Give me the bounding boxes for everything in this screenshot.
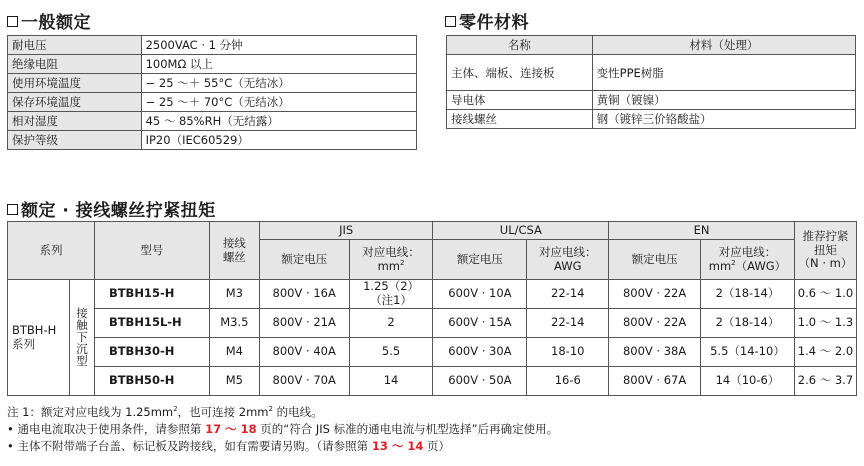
torque-section-title	[7, 196, 216, 221]
checkbox-square-icon	[7, 16, 18, 27]
material-name: 接线螺丝	[447, 110, 593, 129]
rating-label: 保护等级	[8, 131, 142, 150]
col-header-series: 系列	[8, 222, 95, 280]
ul-voltage-cell: 600V · 15A	[433, 309, 527, 338]
note-1	[7, 404, 857, 421]
table-header-row	[447, 36, 856, 55]
col-header-jis-wire	[349, 240, 433, 280]
screw-cell: M4	[209, 338, 259, 367]
wire-prefix-text: 对应电线：	[539, 244, 597, 259]
rating-label: 使用环境温度	[8, 74, 142, 93]
torque-header-text: 推荐拧紧扭矩	[802, 228, 849, 257]
ul-wire-cell: 16-6	[527, 367, 609, 396]
screw-cell: M3	[209, 280, 259, 309]
superscript-2: 2	[268, 405, 273, 414]
torque-title-text: 额定 · 接线螺丝拧紧扭矩	[21, 201, 216, 221]
torque-cell: 1.4 ～ 2.0	[794, 338, 856, 367]
col-header-torque	[794, 222, 856, 280]
rating-value: IP20（IEC60529）	[141, 131, 416, 150]
en-voltage-cell: 800V · 38A	[609, 338, 701, 367]
screw-cell: M5	[209, 367, 259, 396]
col-header-en: EN	[609, 222, 795, 240]
col-header-ul-wire	[527, 240, 609, 280]
rating-label: 保存环境温度	[8, 93, 142, 112]
series-cell	[8, 280, 70, 396]
superscript-2: 2	[400, 258, 405, 267]
torque-cell: 1.0 ～ 1.3	[794, 309, 856, 338]
jis-voltage-cell: 800V · 40A	[259, 338, 349, 367]
col-header-model: 型号	[94, 222, 209, 280]
page-reference-link[interactable]: 17 ～ 18	[205, 422, 257, 436]
wire-unit-suffix: （AWG）	[735, 258, 787, 273]
table-row	[8, 280, 857, 309]
table-row	[447, 91, 856, 110]
table-row	[8, 93, 417, 112]
note-2	[7, 421, 857, 438]
material-value: 黄铜（镀镍）	[592, 91, 855, 110]
jis-wire-text: 1.25（2）	[363, 279, 420, 294]
materials-section-title	[445, 8, 529, 33]
checkbox-square-icon	[445, 16, 456, 27]
ul-voltage-cell: 600V · 50A	[433, 367, 527, 396]
en-wire-cell: 5.5（14-10）	[701, 338, 795, 367]
ul-voltage-cell: 600V · 10A	[433, 280, 527, 309]
superscript-2: 2	[173, 405, 178, 414]
table-row	[447, 55, 856, 91]
table-row	[8, 309, 857, 338]
material-value: 钢（镀锌三价铬酸盐）	[592, 110, 855, 129]
series-name-text: BTBH-H 系列	[12, 322, 57, 351]
materials-table	[446, 35, 856, 129]
material-name: 主体、端板、连接板	[447, 55, 593, 91]
jis-wire-cell: 14	[349, 367, 433, 396]
ratings-table	[7, 35, 417, 150]
ratings-title-text: 一般额定	[21, 13, 91, 33]
jis-voltage-cell: 800V · 70A	[259, 367, 349, 396]
table-header-row	[8, 222, 857, 240]
jis-wire-cell: 5.5	[349, 338, 433, 367]
torque-cell: 0.6 ～ 1.0	[794, 280, 856, 309]
table-row	[8, 112, 417, 131]
superscript-2: 2	[731, 258, 736, 267]
subtype-text: 接触下沉型	[76, 305, 88, 368]
wire-prefix-text: 对应电线：	[718, 244, 777, 259]
jis-wire-cell	[349, 280, 433, 309]
jis-wire-cell: 2	[349, 309, 433, 338]
rating-value: − 25 ～＋ 70°C（无结冰）	[141, 93, 416, 112]
wire-unit-text: mm	[708, 258, 732, 273]
table-row	[8, 367, 857, 396]
materials-title-text: 零件材料	[459, 13, 529, 33]
wire-prefix-text: 对应电线：	[362, 244, 420, 259]
jis-voltage-cell: 800V · 16A	[259, 280, 349, 309]
rating-value: 45 ～ 85%RH（无结露）	[141, 112, 416, 131]
col-header-screw	[209, 222, 259, 280]
note-text: • 主体不附带端子台盖、标记板及跨接线，如有需要请另购。（请参照第	[7, 439, 372, 453]
en-wire-cell: 14（10-6）	[701, 367, 795, 396]
material-value: 变性PPE树脂	[592, 55, 855, 91]
col-header-name: 名称	[447, 36, 593, 55]
rating-label: 相对湿度	[8, 112, 142, 131]
jis-voltage-cell: 800V · 21A	[259, 309, 349, 338]
model-cell: BTBH50-H	[94, 367, 209, 396]
col-header-material: 材料（处理）	[592, 36, 855, 55]
note-text: 的电线。	[272, 405, 323, 419]
col-header-en-wire	[701, 240, 795, 280]
en-wire-cell: 2（18-14）	[701, 280, 795, 309]
note-text: 注 1：额定对应电线为 1.25mm	[7, 405, 174, 419]
rating-value: − 25 ～＋ 55°C（无结冰）	[141, 74, 416, 93]
ratings-section-title	[7, 8, 91, 33]
checkbox-square-icon	[7, 204, 18, 215]
note-text: ，也可连接 2mm	[177, 405, 269, 419]
torque-unit-text: （N · m）	[798, 256, 853, 271]
screw-header-text: 接线螺丝	[222, 235, 246, 264]
model-cell: BTBH30-H	[94, 338, 209, 367]
ul-voltage-cell: 600V · 30A	[433, 338, 527, 367]
ul-wire-cell: 22-14	[527, 309, 609, 338]
rating-value: 2500VAC · 1 分钟	[141, 36, 416, 55]
screw-cell: M3.5	[209, 309, 259, 338]
en-voltage-cell: 800V · 67A	[609, 367, 701, 396]
en-wire-cell: 2（18-14）	[701, 309, 795, 338]
page-reference-link[interactable]: 13 ～ 14	[371, 439, 424, 453]
table-row	[8, 74, 417, 93]
material-name: 导电体	[447, 91, 593, 110]
notes-block	[7, 404, 857, 455]
note-text: • 通电电流取决于使用条件，请参照第	[7, 422, 206, 436]
en-voltage-cell: 800V · 22A	[609, 280, 701, 309]
col-header-ul-voltage: 额定电压	[433, 240, 527, 280]
table-row	[447, 110, 856, 129]
rating-label: 耐电压	[8, 36, 142, 55]
rating-value: 100MΩ 以上	[141, 55, 416, 74]
torque-table	[7, 221, 857, 396]
rating-label: 绝缘电阻	[8, 55, 142, 74]
ul-wire-cell: 18-10	[527, 338, 609, 367]
torque-cell: 2.6 ～ 3.7	[794, 367, 856, 396]
jis-wire-note: （注1）	[370, 293, 412, 307]
model-cell: BTBH15-H	[94, 280, 209, 309]
col-header-jis-voltage: 额定电压	[259, 240, 349, 280]
ul-wire-cell: 22-14	[527, 280, 609, 309]
wire-unit-text: AWG	[553, 258, 582, 273]
col-header-jis: JIS	[259, 222, 433, 240]
note-3	[7, 438, 857, 455]
table-row	[8, 131, 417, 150]
col-header-en-voltage: 额定电压	[609, 240, 701, 280]
note-text: 页）	[423, 439, 451, 453]
subtype-cell	[69, 280, 94, 396]
en-voltage-cell: 800V · 22A	[609, 309, 701, 338]
model-cell: BTBH15L-H	[94, 309, 209, 338]
table-row	[8, 338, 857, 367]
note-text: 页的“符合 JIS 标准的通电电流与机型选择”后再确定使用。	[256, 422, 559, 436]
wire-unit-text: mm	[377, 258, 401, 273]
table-row	[8, 36, 417, 55]
table-row	[8, 55, 417, 74]
col-header-ul: UL/CSA	[433, 222, 609, 240]
